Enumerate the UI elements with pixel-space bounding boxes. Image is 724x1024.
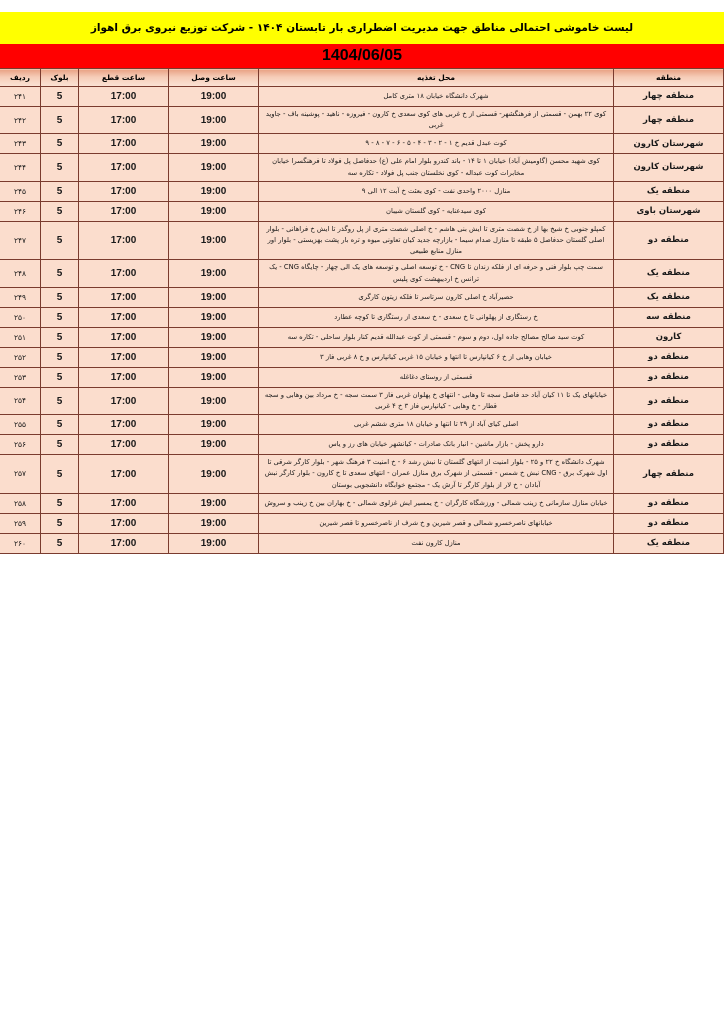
cell-time-on: 19:00 <box>169 287 259 307</box>
cell-index: ۲۵۸ <box>0 493 41 513</box>
table-row <box>0 181 724 201</box>
cell-region: منطقه دو <box>614 513 724 533</box>
cell-location: کمپلو جنوبی خ شیخ بها از خ شصت متری تا ایش بنی هاشم - خ اصلی شصت متری از پل روگذر تا ایش خ فراهانی - بلوار اصلی گلستان حدفاصل ۵ طبقه تا منازل صدام سیما - بازارچه جدید کیان تعاونی میوه و تره بار پشت بهزیستی - بلوار اور منازل منابع طبیعی <box>259 221 614 260</box>
cell-time-on: 19:00 <box>169 533 259 553</box>
cell-index: ۲۴۷ <box>0 221 41 260</box>
table-row <box>0 134 724 154</box>
cell-time-on: 19:00 <box>169 221 259 260</box>
table-row <box>0 435 724 455</box>
cell-region: منطقه یک <box>614 181 724 201</box>
cell-index: ۲۴۲ <box>0 107 41 134</box>
table-row <box>0 367 724 387</box>
cell-region: منطقه دو <box>614 435 724 455</box>
cell-region: شهرستان باوی <box>614 201 724 221</box>
cell-index: ۲۴۶ <box>0 201 41 221</box>
cell-index: ۲۴۳ <box>0 134 41 154</box>
cell-index: ۲۵۶ <box>0 435 41 455</box>
table-row <box>0 287 724 307</box>
cell-region: شهرستان کارون <box>614 134 724 154</box>
cell-region: منطقه دو <box>614 387 724 414</box>
cell-time-off: 17:00 <box>79 154 169 181</box>
cell-block: 5 <box>41 181 79 201</box>
table-row <box>0 327 724 347</box>
table-header <box>0 69 724 87</box>
cell-region: منطقه چهار <box>614 107 724 134</box>
table-body <box>0 87 724 554</box>
table-row <box>0 513 724 533</box>
page-title: لیست خاموشی احتمالی مناطق جهت مدیریت اضطراری بار تابستان ۱۴۰۴ - شرکت توزیع نیروی برق اهواز <box>0 12 724 44</box>
cell-time-off: 17:00 <box>79 493 169 513</box>
cell-time-off: 17:00 <box>79 455 169 494</box>
cell-location: شهرک دانشگاه خیابان ۱۸ متری کامل <box>259 87 614 107</box>
cell-time-off: 17:00 <box>79 181 169 201</box>
table-header-row <box>0 69 724 87</box>
cell-time-on: 19:00 <box>169 87 259 107</box>
cell-index: ۲۵۴ <box>0 387 41 414</box>
cell-index: ۲۵۱ <box>0 327 41 347</box>
cell-region: منطقه دو <box>614 367 724 387</box>
cell-index: ۲۴۴ <box>0 154 41 181</box>
cell-location: دارو پخش - بازار ماشین - انبار بانک صادرات - کیانشهر خیابان های رز و یاس <box>259 435 614 455</box>
table-row <box>0 221 724 260</box>
cell-time-off: 17:00 <box>79 513 169 533</box>
cell-location: خیابانهای یک تا ۱۱ کیان آباد حد فاصل سجه تا وهابی - انتهای خ پهلوان غربی فاز ۳ سمت سجه - خ مرداد بین وهابی و سجه قطار - خ وهابی - کیانپارس فاز ۳ خ ۴ غربی <box>259 387 614 414</box>
cell-time-off: 17:00 <box>79 415 169 435</box>
cell-time-off: 17:00 <box>79 221 169 260</box>
cell-time-on: 19:00 <box>169 154 259 181</box>
cell-time-on: 19:00 <box>169 134 259 154</box>
cell-time-off: 17:00 <box>79 87 169 107</box>
cell-region: منطقه سه <box>614 307 724 327</box>
table-row <box>0 260 724 287</box>
cell-time-off: 17:00 <box>79 435 169 455</box>
cell-time-on: 19:00 <box>169 347 259 367</box>
cell-location: منازل ۲۰۰۰ واحدی نفت - کوی بعثت خ آبت ۱۲ الی ۹ <box>259 181 614 201</box>
table-row <box>0 387 724 414</box>
cell-block: 5 <box>41 493 79 513</box>
table-row <box>0 107 724 134</box>
cell-region: منطقه دو <box>614 221 724 260</box>
cell-block: 5 <box>41 307 79 327</box>
cell-location: منازل کارون نفت <box>259 533 614 553</box>
cell-location: شهرک دانشگاه خ ۲۲ و ۲۵ - بلوار امنیت از انتهای گلستان تا نبش رشد ۶ - خ امنیت ۳ فرهنگ شهر - بلوار کارگر شرقی تا اول شهرک برق - CNG نبش خ شمس - قسمتی از شهرک برق منازل عمران - انتهای سعدی تا خ کارون - بلوار کارگر نبش آبادان - خ لار از بلوار کارگر تا آرش یک - مجتمع خوابگاه دانشجویی بوستان <box>259 455 614 494</box>
column-header-region: منطقه <box>614 69 724 87</box>
cell-location: کوی شهید محسن (گاومیش آباد) خیابان ۱ تا ۱۴ - باند کندرو بلوار امام علی (ع) حدفاصل پل فولاد تا فرهنگسرا خیابان مخابرات کوت عبداله - کوی نخلستان جنب پل فولاد - تکاره سه <box>259 154 614 181</box>
cell-region: منطقه یک <box>614 533 724 553</box>
table-row <box>0 87 724 107</box>
cell-time-on: 19:00 <box>169 307 259 327</box>
cell-block: 5 <box>41 387 79 414</box>
cell-time-on: 19:00 <box>169 387 259 414</box>
table-row <box>0 493 724 513</box>
cell-time-off: 17:00 <box>79 367 169 387</box>
cell-index: ۲۵۹ <box>0 513 41 533</box>
cell-location: اصلی کیای آباد از ۲۹ تا انتها و خیابان ۱۸ متری ششم غربی <box>259 415 614 435</box>
cell-location: قسمتی از روستای دغاغله <box>259 367 614 387</box>
cell-time-off: 17:00 <box>79 533 169 553</box>
cell-index: ۲۴۵ <box>0 181 41 201</box>
cell-block: 5 <box>41 327 79 347</box>
cell-time-on: 19:00 <box>169 493 259 513</box>
cell-time-on: 19:00 <box>169 107 259 134</box>
cell-block: 5 <box>41 107 79 134</box>
cell-region: منطقه یک <box>614 287 724 307</box>
cell-time-off: 17:00 <box>79 260 169 287</box>
table-row <box>0 533 724 553</box>
cell-location: کوی ۲۲ بهمن - قسمتی از فرهنگشهر- قسمتی از خ غربی های کوی سعدی خ کارون - فیروزه - ناهید - پوشینه باف - جاوید غربی <box>259 107 614 134</box>
cell-index: ۲۴۸ <box>0 260 41 287</box>
cell-block: 5 <box>41 513 79 533</box>
cell-index: ۲۴۹ <box>0 287 41 307</box>
column-header-index: ردیف <box>0 69 41 87</box>
table-row <box>0 347 724 367</box>
cell-time-on: 19:00 <box>169 260 259 287</box>
cell-location: خیابانهای ناصرخسرو شمالی و قصر شیرین و خ شرف از ناصرخسرو تا قصر شیرین <box>259 513 614 533</box>
cell-time-on: 19:00 <box>169 327 259 347</box>
cell-time-on: 19:00 <box>169 455 259 494</box>
cell-index: ۲۴۱ <box>0 87 41 107</box>
cell-block: 5 <box>41 347 79 367</box>
cell-region: منطقه دو <box>614 415 724 435</box>
cell-time-off: 17:00 <box>79 307 169 327</box>
cell-region: منطقه دو <box>614 493 724 513</box>
cell-index: ۲۵۵ <box>0 415 41 435</box>
cell-block: 5 <box>41 367 79 387</box>
table-row <box>0 307 724 327</box>
cell-time-on: 19:00 <box>169 513 259 533</box>
outage-table <box>0 68 724 554</box>
cell-time-off: 17:00 <box>79 287 169 307</box>
cell-location: کوت عبدل قدیم خ ۱ - ۲ - ۳ - ۴ - ۵ - ۶ - ۷ - ۸ - ۹ <box>259 134 614 154</box>
cell-index: ۲۵۳ <box>0 367 41 387</box>
table-row <box>0 154 724 181</box>
cell-region: منطقه چهار <box>614 455 724 494</box>
cell-index: ۲۶۰ <box>0 533 41 553</box>
cell-location: کوت سید صالح مصالح جاده اول، دوم و سوم - قسمتی از کوت عبدالله قدیم کنار بلوار ساحلی - تکاره سه <box>259 327 614 347</box>
cell-time-on: 19:00 <box>169 181 259 201</box>
column-header-time-off: ساعت قطع <box>79 69 169 87</box>
cell-region: منطقه چهار <box>614 87 724 107</box>
cell-block: 5 <box>41 87 79 107</box>
cell-block: 5 <box>41 260 79 287</box>
cell-block: 5 <box>41 533 79 553</box>
cell-region: منطقه یک <box>614 260 724 287</box>
cell-region: شهرستان کارون <box>614 154 724 181</box>
table-row <box>0 201 724 221</box>
cell-time-on: 19:00 <box>169 201 259 221</box>
table-row <box>0 455 724 494</box>
cell-block: 5 <box>41 455 79 494</box>
cell-time-on: 19:00 <box>169 415 259 435</box>
cell-block: 5 <box>41 221 79 260</box>
cell-location: خیابان وهابی از خ ۶ کیانپارس تا انتها و خیابان ۱۵ غربی کیانپارس و خ ۸ غربی فاز ۳ <box>259 347 614 367</box>
cell-index: ۲۵۷ <box>0 455 41 494</box>
cell-time-on: 19:00 <box>169 435 259 455</box>
cell-index: ۲۵۰ <box>0 307 41 327</box>
cell-time-off: 17:00 <box>79 387 169 414</box>
cell-location: کوی سیدعنایه - کوی گلستان شیبان <box>259 201 614 221</box>
column-header-time-on: ساعت وصل <box>169 69 259 87</box>
cell-block: 5 <box>41 287 79 307</box>
cell-location: خ رستگاری از پهلوانی تا خ سعدی - خ سعدی از رستگاری تا کوچه عطارد <box>259 307 614 327</box>
cell-region: کارون <box>614 327 724 347</box>
cell-time-on: 19:00 <box>169 367 259 387</box>
cell-time-off: 17:00 <box>79 327 169 347</box>
cell-block: 5 <box>41 154 79 181</box>
cell-time-off: 17:00 <box>79 107 169 134</box>
cell-block: 5 <box>41 415 79 435</box>
cell-block: 5 <box>41 201 79 221</box>
cell-time-off: 17:00 <box>79 347 169 367</box>
column-header-block: بلوک <box>41 69 79 87</box>
cell-region: منطقه دو <box>614 347 724 367</box>
cell-time-off: 17:00 <box>79 201 169 221</box>
cell-location: خیابان منازل سازمانی خ زینب شمالی - ورزشگاه کارگران - خ یمسیر ایش غزلوی شمالی - خ بهاران بین خ زینب و سروش <box>259 493 614 513</box>
cell-location: سمت چپ بلوار فنی و حرفه ای از فلکه زندان تا CNG - خ توسعه اصلی و توسعه های یک الی چهار - چایگاه CNG - یک ترانس خ اردیبهشت کوی پلیس <box>259 260 614 287</box>
cell-index: ۲۵۲ <box>0 347 41 367</box>
column-header-location: محل تغذیه <box>259 69 614 87</box>
table-row <box>0 415 724 435</box>
cell-time-off: 17:00 <box>79 134 169 154</box>
cell-location: حصیرآباد خ اصلی کارون سرتاسر تا فلکه زیتون کارگری <box>259 287 614 307</box>
schedule-date-banner: 1404/06/05 <box>0 44 724 68</box>
cell-block: 5 <box>41 435 79 455</box>
cell-block: 5 <box>41 134 79 154</box>
